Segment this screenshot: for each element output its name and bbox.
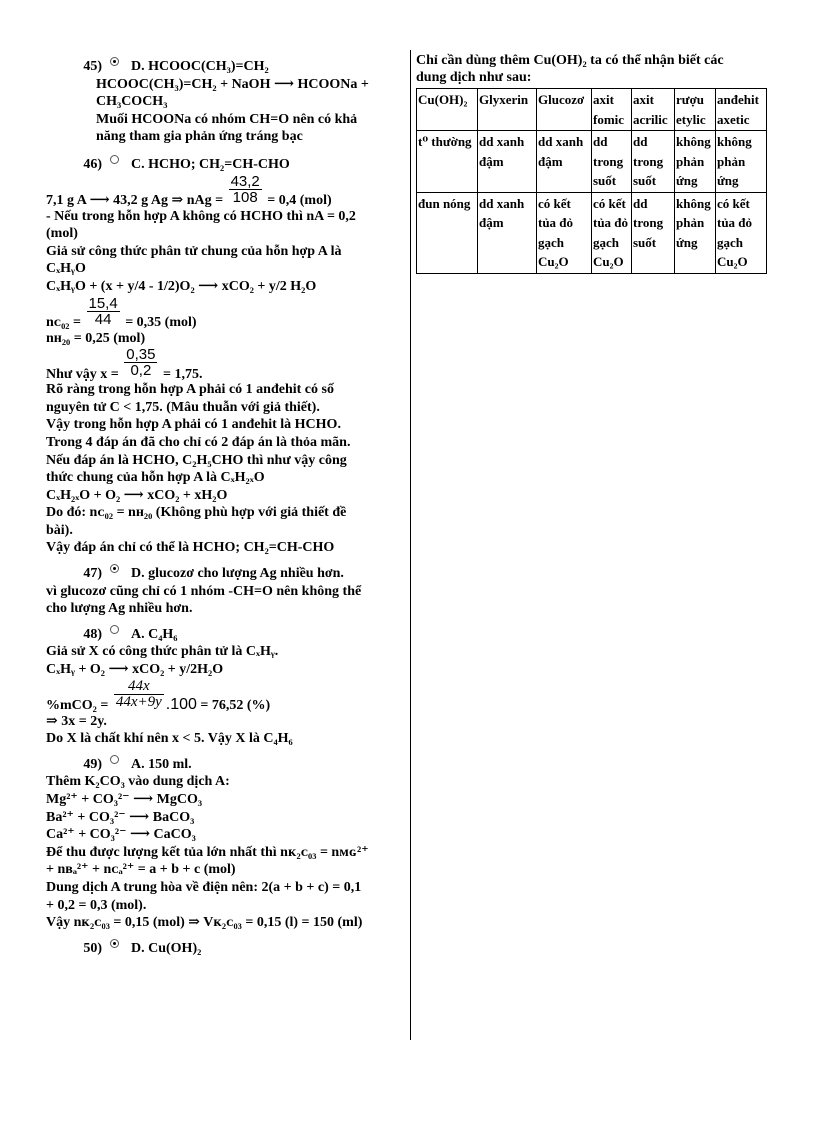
text-line: Ba²⁺ + CO₃²⁻ ⟶ BaCO₃ [46, 809, 195, 825]
text-line: bài). [46, 522, 73, 538]
text-line: Ca²⁺ + CO₃²⁻ ⟶ CaCO₃ [46, 827, 196, 843]
text-line: - Nếu trong hỗn hợp A không có HCHO thì nA = 0,2 [46, 208, 356, 224]
radio-unselected-icon[interactable] [110, 625, 119, 634]
table-header-cell: rượu etylic [675, 89, 716, 131]
text-line: Dung dịch A trung hòa về điện nên: 2(a + b + c) = 0,1 [46, 879, 362, 895]
table-cell: đun nóng [417, 192, 478, 273]
text-line: CₓHᵧO [46, 261, 86, 277]
question-49 [46, 756, 406, 774]
formula-line: %mCO₂ = $\frac{44x}{44x+9y}$ .100 = 76,52 (%) [46, 677, 271, 714]
fraction: $\frac{43,2}{108}$ [230, 172, 260, 206]
radio-selected-icon[interactable] [110, 57, 119, 66]
table-cell: không phản ứng [716, 131, 767, 193]
text-line: CₓHᵧ + O₂ ⟶ xCO₂ + y/2H₂O [46, 662, 224, 678]
answer-text: A. 150 ml. [131, 756, 192, 772]
text-line: Vậy trong hỗn hợp A phải có 1 anđehit là HCHO. [46, 417, 341, 433]
text-line: Mg²⁺ + CO₃²⁻ ⟶ MgCO₃ [46, 792, 203, 807]
text-line: Vậy nᴋ₂ᴄ₀₃ = 0,15 (mol) ⇒ Vᴋ₂ᴄ₀₃ = 0,15 (l) = 150 (ml) [46, 915, 363, 931]
radio-selected-icon[interactable] [110, 564, 119, 573]
table-header-row [417, 89, 767, 131]
table-cell: t⁰ thường [417, 131, 478, 193]
question-46 [46, 156, 406, 174]
question-45 [46, 58, 406, 76]
table-header-cell: Glucozơ [537, 89, 592, 131]
question-number: 45) [83, 59, 102, 74]
radio-unselected-icon[interactable] [110, 155, 119, 164]
table-cell: dd trong suốt [632, 131, 675, 193]
text-line: Muối HCOONa có nhóm CH=O nên có khả [96, 111, 358, 127]
table-cell: dd xanh đậm [537, 131, 592, 193]
table-header-cell: anđehit axetic [716, 89, 767, 131]
formula-line: Như vậy x = $\frac{0,35}{0,2}$ = 1,75. [46, 346, 203, 382]
text-line: năng tham gia phản ứng tráng bạc [96, 129, 303, 145]
question-47 [46, 565, 406, 583]
answer-text: D. Cu(OH)₂ [131, 940, 202, 956]
column-divider [410, 50, 411, 1040]
answer-text: C. HCHO; CH₂=CH-CHO [131, 156, 290, 172]
table-header-cell: axit acrilic [632, 89, 675, 131]
question-48 [46, 626, 406, 644]
text-line: Do đó: nᴄ₀₂ = nʜ₂₀ (Không phù hợp với giả thiết đề [46, 505, 347, 521]
fraction: $\frac{0,35}{0,2}$ [126, 346, 156, 380]
table-header-cell: axit fomic [592, 89, 632, 131]
text-line: vì glucozơ cũng chỉ có 1 nhóm -CH=O nên không thể [46, 583, 362, 599]
question-number: 49) [83, 756, 102, 772]
intro-line: dung dịch như sau: [416, 70, 532, 85]
text-line: HCOOC(CH₃)=CH₂ + NaOH ⟶ HCOONa + [96, 76, 369, 92]
text-line: CₓH₂ₓO + O₂ ⟶ xCO₂ + xH₂O [46, 487, 228, 503]
table-cell: dd trong suốt [592, 131, 632, 193]
table-cell: dd trong suốt [632, 192, 675, 273]
text-line: Giả sử công thức phân tử chung của hỗn hợp A là [46, 243, 342, 259]
table-cell: dd xanh đậm [478, 131, 537, 193]
table-cell: có kết tủa đỏ gạch Cu₂O [592, 192, 632, 273]
table-cell: không phản ứng [675, 192, 716, 273]
text-line: nʜ₂₀ = 0,25 (mol) [46, 330, 146, 346]
table-cell: không phản ứng [675, 131, 716, 193]
text-line: + 0,2 = 0,3 (mol). [46, 897, 147, 913]
table-row [417, 131, 767, 193]
question-number: 48) [83, 626, 102, 642]
right-column [416, 52, 786, 274]
question-number: 46) [83, 156, 102, 172]
question-number: 50) [83, 940, 102, 956]
text-line: Rõ ràng trong hỗn hợp A phải có 1 anđehit có số [46, 382, 334, 398]
text-line: Thêm K₂CO₃ vào dung dịch A: [46, 774, 230, 790]
table-cell: dd xanh đậm [478, 192, 537, 273]
table-row [417, 192, 767, 273]
fraction: $\frac{44x}{44x+9y}$ [115, 677, 162, 710]
table-cell: có kết tủa đỏ gạch Cu₂O [537, 192, 592, 273]
text-line: CₓHᵧO + (x + y/4 - 1/2)O₂ ⟶ xCO₂ + y/2 H₂O [46, 278, 317, 294]
radio-unselected-icon[interactable] [110, 755, 119, 764]
table-cell: có kết tủa đỏ gạch Cu₂O [716, 192, 767, 273]
text-line: Vậy đáp án chỉ có thể là HCHO; CH₂=CH-CHO [46, 540, 335, 556]
text-line: + nʙₐ²⁺ + nᴄₐ²⁺ = a + b + c (mol) [46, 862, 236, 878]
text-line: Do X là chất khí nên x < 5. Vậy X là C₄H₆ [46, 731, 293, 747]
table-header-cell: Glyxerin [478, 89, 537, 131]
identification-table [416, 88, 767, 274]
text-line: Nếu đáp án là HCHO, C₂H₅CHO thì như vậy công [46, 452, 347, 468]
text-line: (mol) [46, 226, 78, 242]
text-line: Trong 4 đáp án đã cho chỉ có 2 đáp án là thỏa mãn. [46, 434, 351, 450]
left-column [46, 58, 406, 957]
text-line: ⇒ 3x = 2y. [46, 713, 107, 729]
answer-text: A. C₄H₆ [131, 626, 178, 642]
text-line: nguyên tử C < 1,75. (Mâu thuẫn với giả thiết). [46, 399, 320, 415]
answer-text: D. glucozơ cho lượng Ag nhiều hơn. [131, 566, 344, 582]
formula-line: nᴄ₀₂ = $\frac{15,4}{44}$ = 0,35 (mol) [46, 294, 197, 331]
text-line: thức chung của hỗn hợp A là CₓH₂ₓO [46, 470, 265, 486]
question-number: 47) [83, 566, 102, 582]
radio-selected-icon[interactable] [110, 939, 119, 948]
text-line: cho lượng Ag nhiều hơn. [46, 601, 193, 617]
table-header-cell: Cu(OH)₂ [417, 89, 478, 131]
text-line: Để thu được lượng kết tủa lớn nhất thì nᴋ₂ᴄ₀₃ = nᴍɢ²⁺ [46, 844, 369, 860]
fraction: $\frac{15,4}{44}$ [88, 294, 118, 328]
intro-line: Chỉ cần dùng thêm Cu(OH)₂ ta có thể nhận biết các [416, 53, 724, 68]
text-line: CH₃COCH₃ [96, 94, 168, 110]
text-line: Giả sử X có công thức phân tử là CₓHᵧ. [46, 644, 279, 660]
answer-text: D. HCOOC(CH₃)=CH₂ [131, 59, 269, 74]
question-50 [46, 940, 406, 958]
formula-line: 7,1 g A ⟶ 43,2 g Ag ⇒ nAg = $\frac{43,2}{108}$ = 0,4 (mol) [46, 172, 332, 209]
